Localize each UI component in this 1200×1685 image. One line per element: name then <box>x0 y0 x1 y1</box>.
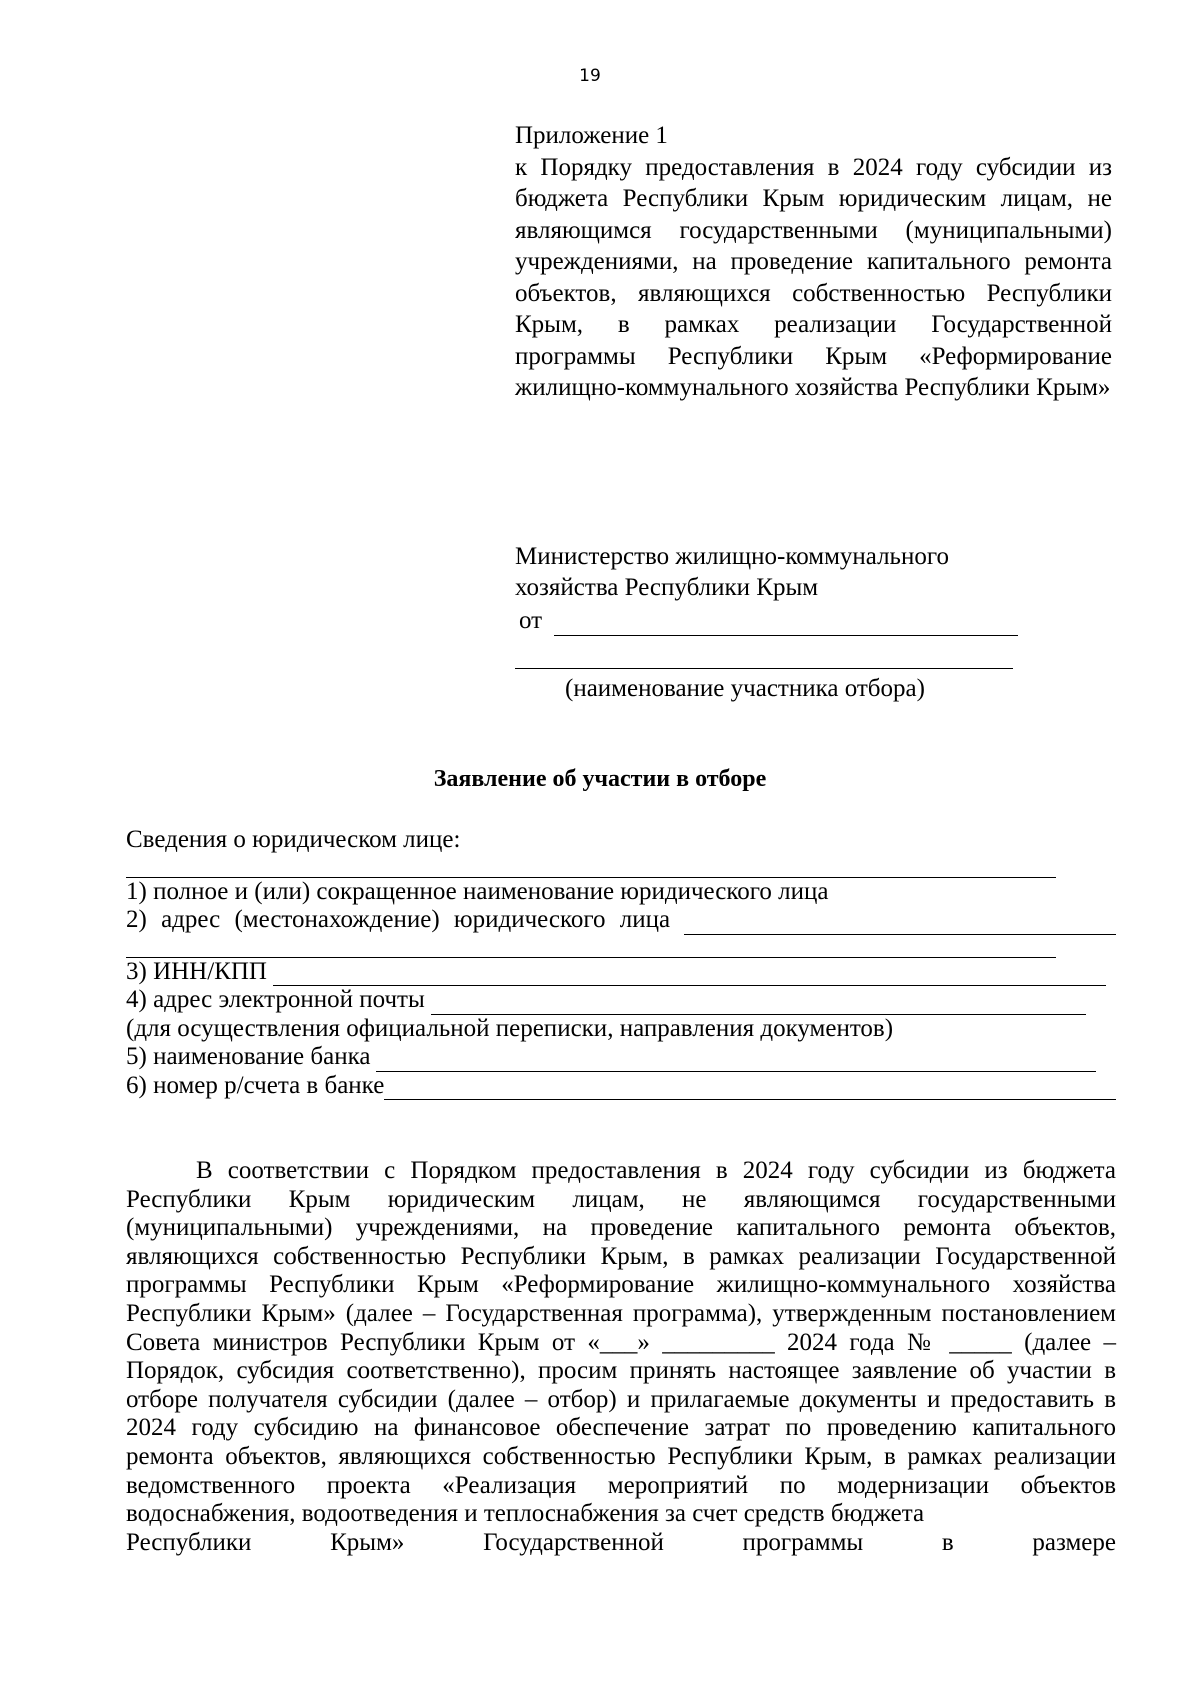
form-item-6: 6) номер р/счета в банке <box>126 1071 385 1099</box>
from-blank-line <box>554 611 1018 636</box>
participant-name-caption: (наименование участника отбора) <box>565 675 925 702</box>
annex-title: Приложение 1 <box>515 122 668 149</box>
bank-name-blank-line <box>376 1049 1096 1072</box>
legal-entity-form <box>126 826 1116 1100</box>
addressee-line-2: хозяйства Республики Крым <box>515 574 819 601</box>
address-blank-line <box>684 912 1116 935</box>
form-item-6-row <box>126 1072 1116 1101</box>
form-item-1: 1) полное и (или) сокращенное наименование юридического лица <box>126 877 829 905</box>
form-item-4-row <box>126 986 1116 1015</box>
annex-header <box>515 120 1112 404</box>
application-paragraph <box>126 1157 1116 1557</box>
form-item-3-row <box>126 958 1116 987</box>
address-blank-line-2 <box>126 939 1056 958</box>
document-title: Заявление об участии в отборе <box>433 766 767 792</box>
addressee-block <box>515 541 1105 704</box>
form-item-4: 4) адрес электронной почты <box>126 986 425 1013</box>
form-item-2-row <box>126 906 1116 935</box>
participant-name-blank-line <box>515 644 1013 669</box>
addressee-line-1: Министерство жилищно-коммунального <box>515 543 949 570</box>
application-paragraph-last-line: Республики Крым» Государственной программы в размере <box>126 1528 1116 1556</box>
annex-reference: к Порядку предоставления в 2024 году субсидии из бюджета Республики Крым юридическим лицам, не являющимся государственными (муниципальными) учреждениями, на проведение капитального ремонта объектов, являющихся собственностью Республики Крым, в рамках реализации Государственной программы Республики Крым «Реформирование жилищно-коммунального хозяйства Республики Крым» <box>515 153 1112 401</box>
from-row <box>519 605 1105 636</box>
from-label: от <box>519 607 543 634</box>
email-blank-line <box>431 992 1086 1015</box>
entity-name-blank-line <box>126 859 1056 878</box>
form-item-2: 2) адрес (местонахождение) юридического лица <box>126 906 671 933</box>
form-item-4-note: (для осуществления официальной переписки, направления документов) <box>126 1014 894 1042</box>
page-number: 19 <box>579 66 601 86</box>
account-number-blank-line <box>384 1077 1116 1100</box>
form-item-5: 5) наименование банка <box>126 1043 371 1070</box>
form-item-5-row <box>126 1043 1116 1072</box>
form-item-3: 3) ИНН/КПП <box>126 957 267 985</box>
application-paragraph-text: В соответствии с Порядком предоставления в 2024 году субсидии из бюджета Республики Крым юридическим лицам, не являющимся государственными (муниципальными) учреждениями, на проведение капитального ремонта объектов, являющихся собственностью Республики Крым, в рамках реализации Государственной программы Республики Крым «Реформирование жилищно-коммунального хозяйства Республики Крым» (далее – Государственная программа), утвержденным постановлением Совета министров Республики Крым от «___» _________ 2024 года № _____ (далее – Порядок, субсидия соответственно), просим принять настоящее заявление об участии в отборе получателя субсидии (далее – отбор) и прилагаемые документы и предоставить в 2024 году субсидию на финансовое обеспечение затрат по проведению капитального ремонта объектов, являющихся собственностью Республики Крым, в рамках реализации ведомственного проекта «Реализация мероприятий по модернизации объектов водоснабжения, водоотведения и теплоснабжения за счет средств бюджета <box>126 1157 1116 1528</box>
inn-kpp-blank-line <box>273 963 1106 986</box>
form-intro: Сведения о юридическом лице: <box>126 826 461 853</box>
